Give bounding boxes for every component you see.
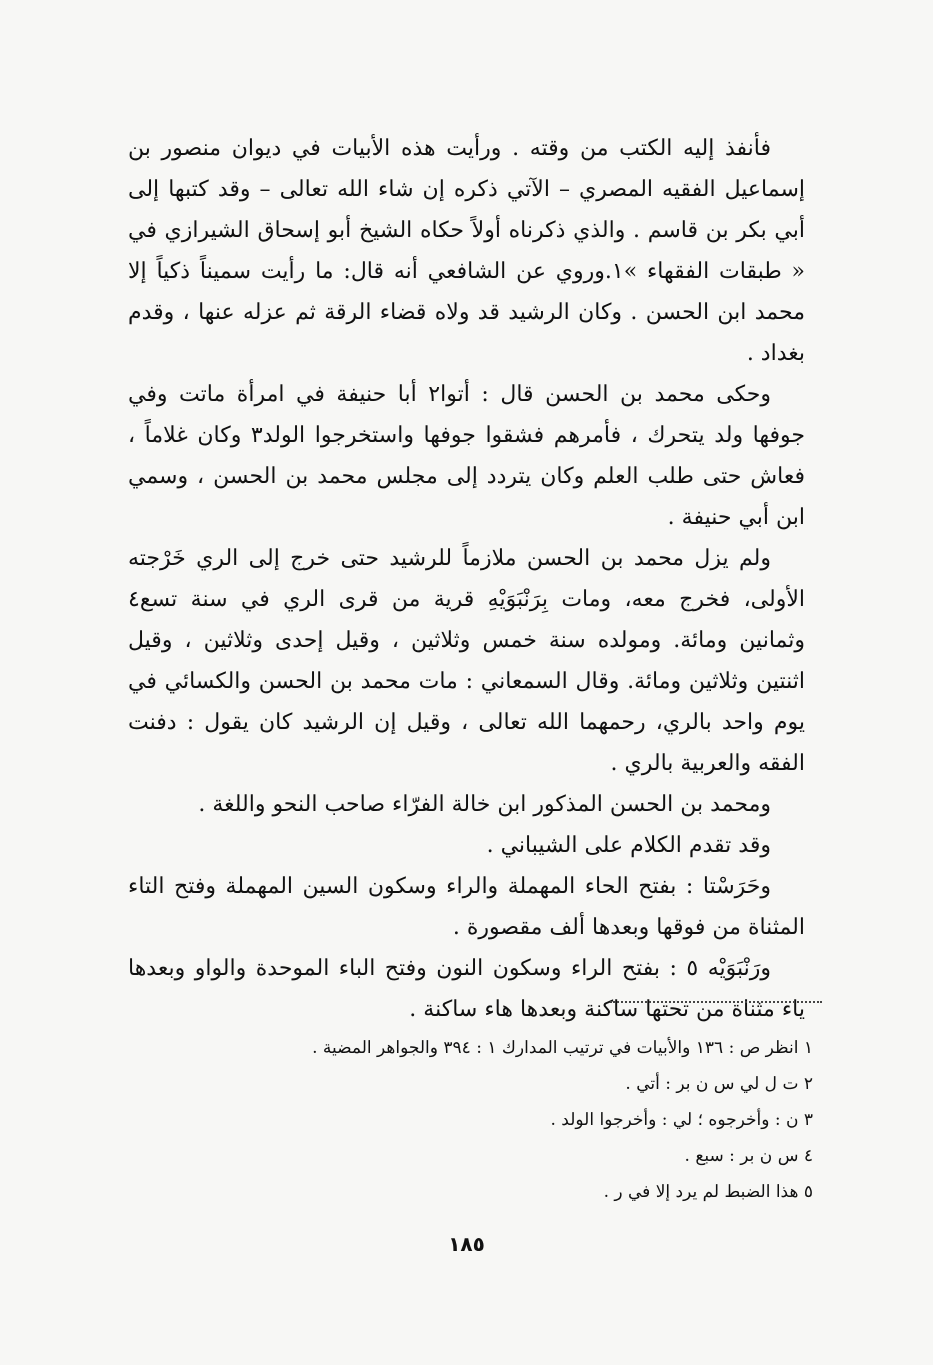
main-text xyxy=(128,128,805,1030)
paragraph-1: فأنفذ إليه الكتب من وقته . ورأيت هذه الأبيات في ديوان منصور بن إسماعيل الفقيه المصري – الآتي ذكره إن شاء الله تعالى – وقد كتبها إلى أبي بكر بن قاسم . والذي ذكرناه أولاً حكاه الشيخ أبو إسحاق الشيرازي في « طبقات الفقهاء »١.وروي عن الشافعي أنه قال: ما رأيت سميناً ذكياً إلا محمد ابن الحسن . وكان الرشيد قد ولاه قضاء الرقة ثم عزله عنها ، وقدم بغداد . xyxy=(128,136,805,366)
footnotes xyxy=(128,1030,813,1210)
paragraph-3: ولم يزل محمد بن الحسن ملازماً للرشيد حتى خرج إلى الري خَرْجته الأولى، فخرج معه، ومات بِرَنْبَوَيْهِ قرية من قرى الري في سنة تسع٤ وثمانين ومائة. ومولده سنة خمس وثلاثين ، وقيل إحدى وثلاثين ، وقيل اثنتين وثلاثين ومائة. وقال السمعاني : مات محمد بن الحسن والكسائي في يوم واحد بالري، رحمهما الله تعالى ، وقيل إن الرشيد كان يقول : دفنت الفقه والعربية بالري . xyxy=(128,546,805,776)
footnote-5: ٥ هذا الضبط لم يرد إلا في ر . xyxy=(603,1182,813,1202)
footnote-1: ١ انظر ص : ١٣٦ والأبيات في ترتيب المدارك ١ : ٣٩٤ والجواهر المضية . xyxy=(312,1038,813,1058)
paragraph-6: وحَرَسْتا : بفتح الحاء المهملة والراء وسكون السين المهملة وفتح التاء المثناة من فوقها وبعدها ألف مقصورة . xyxy=(128,874,805,940)
footnote-4: ٤ س ن بر : سبع . xyxy=(684,1146,813,1166)
footnote-separator xyxy=(610,1001,822,1003)
paragraph-7: ورَنْبَوَيْه ٥ : بفتح الراء وسكون النون وفتح الباء الموحدة والواو وبعدها ياء مثناة من تحتها ساكنة وبعدها هاء ساكنة . xyxy=(128,956,805,1022)
footnote-3: ٣ ن : وأخرجوه ؛ لي : وأخرجوا الولد . xyxy=(550,1110,813,1130)
paragraph-2: وحكى محمد بن الحسن قال : أتوا٢ أبا حنيفة في امرأة ماتت وفي جوفها ولد يتحرك ، فأمرهم فشقوا جوفها واستخرجوا الولد٣ وكان غلاماً ، فعاش حتى طلب العلم وكان يتردد إلى مجلس محمد بن الحسن ، وسمي ابن أبي حنيفة . xyxy=(128,382,805,530)
paragraph-5: وقد تقدم الكلام على الشيباني . xyxy=(486,833,771,858)
footnote-2: ٢ ت ل لي س ن بر : أتي . xyxy=(625,1074,813,1094)
page-number: ١٨٥ xyxy=(448,1232,485,1256)
paragraph-4: ومحمد بن الحسن المذكور ابن خالة الفرّاء صاحب النحو واللغة . xyxy=(198,792,771,817)
